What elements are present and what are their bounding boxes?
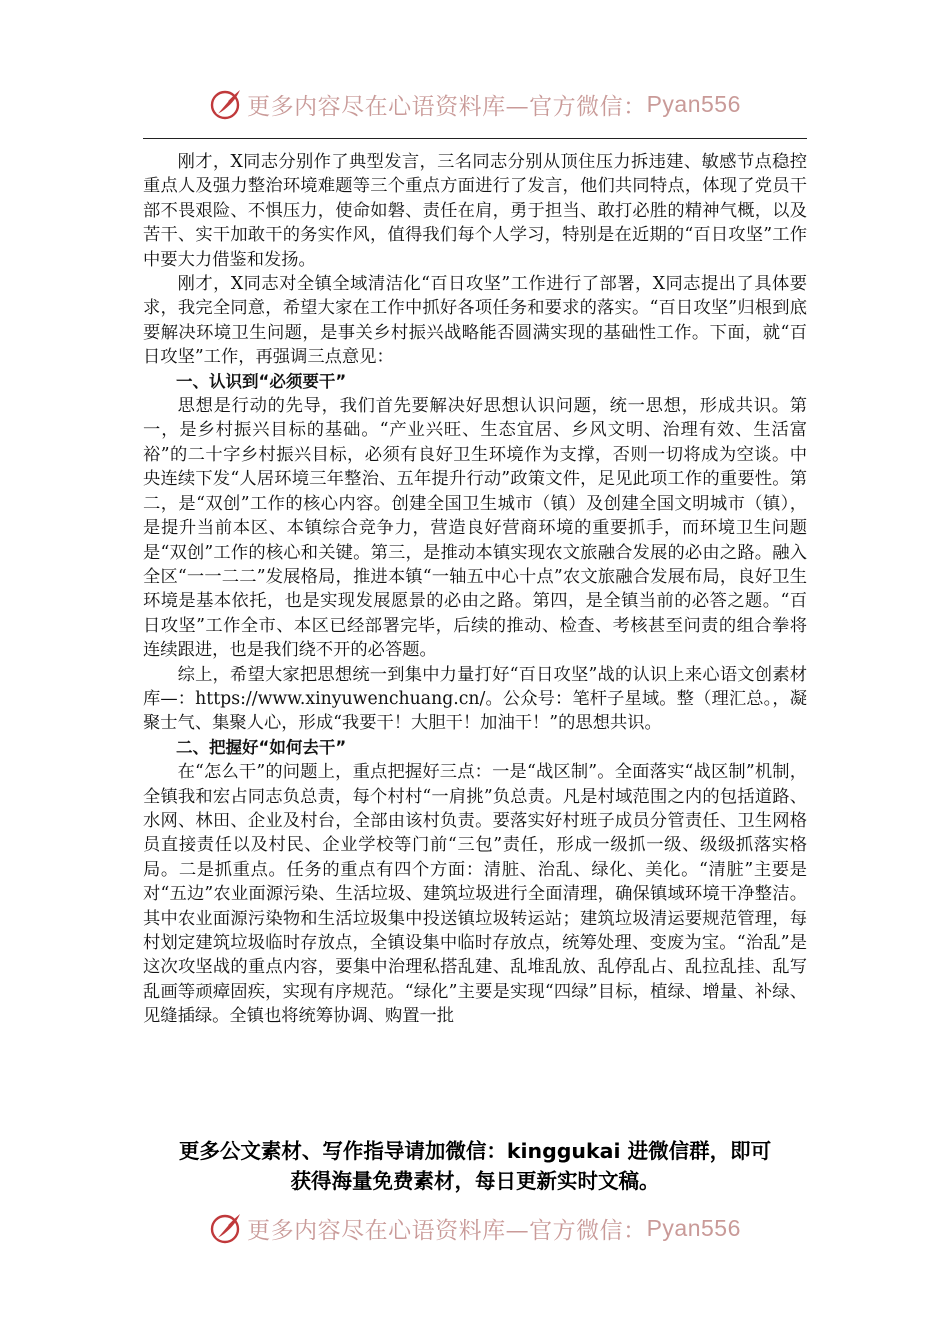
- promo-line: 获得海量免费素材，每日更新实时文稿。: [290, 1169, 660, 1193]
- document-body: [143, 150, 807, 1029]
- promo-banner: [143, 1136, 807, 1196]
- paragraph: 思想是行动的先导，我们首先要解决好思想认识问题，统一思想，形成共识。第一，是乡村振兴目标的基础。“产业兴旺、生态宜居、乡风文明、治理有效、生活富裕”的二十字乡村振兴目标，必须有良好卫生环境作为支撑，否则一切将成为空谈。中央连续下发“人居环境三年整治、五年提升行动”政策文件，足见此项工作的重要性。第二，是“双创”工作的核心内容。创建全国卫生城市（镇）及创建全国文明城市（镇），是提升当前本区、本镇综合竞争力，营造良好营商环境的重要抓手，而环境卫生问题是“双创”工作的核心和关键。第三，是推动本镇实现农文旅融合发展的必由之路。融入全区“一一二二”发展格局，推进本镇“一轴五中心十点”农文旅融合发展布局，良好卫生环境是基本依托，也是实现发展愿景的必由之路。第四，是全镇当前的必答之题。“百日攻坚”工作全市、本区已经部署完毕，后续的推动、检查、考核甚至问责的组合拳将连续跟进，也是我们绕不开的必答题。: [143, 396, 807, 661]
- header-divider: [143, 138, 807, 139]
- promo-line: 更多公文素材、写作指导请加微信：kinggukai 进微信群，即可: [178, 1139, 772, 1163]
- section-heading: 二、把握好“如何去干”: [176, 737, 347, 757]
- section-heading: 一、认识到“必须要干”: [176, 371, 347, 391]
- watermark-text: 更多内容尽在心语资料库—官方微信：: [247, 1217, 647, 1244]
- paragraph: 刚才，X同志对全镇全域清洁化“百日攻坚”工作进行了部署，X同志提出了具体要求，我完全同意，希望大家在工作中抓好各项任务和要求的落实。“百日攻坚”归根到底要解决环境卫生问题，是事关乡村振兴战略能否圆满实现的基础性工作。下面，就“百日攻坚”工作，再强调三点意见：: [143, 274, 807, 368]
- quill-logo-icon: [209, 87, 243, 121]
- watermark-wechat-id: Pyan556: [646, 90, 741, 117]
- paragraph: 在“怎么干”的问题上，重点把握好三点：一是“战区制”。全面落实“战区制”机制，全镇我和宏占同志负总责，每个村村“一肩挑”负总责。凡是村域范围之内的包括道路、水网、林田、企业及村台，全部由该村负责。要落实好村班子成员分管责任、卫生网格员直接责任以及村民、企业学校等门前“三包”责任，形成一级抓一级、级级抓落实格局。二是抓重点。任务的重点有四个方面：清脏、治乱、绿化、美化。“清脏”主要是对“五边”农业面源污染、生活垃圾、建筑垃圾进行全面清理，确保镇域环境干净整洁。其中农业面源污染物和生活垃圾集中投送镇垃圾转运站；建筑垃圾清运要规范管理，每村划定建筑垃圾临时存放点，全镇设集中临时存放点，统筹处理、变废为宝。“治乱”是这次攻坚战的重点内容，要集中治理私搭乱建、乱堆乱放、乱停乱占、乱拉乱挂、乱写乱画等顽瘴固疾，实现有序规范。“绿化”主要是实现“四绿”目标，植绿、增量、补绿、见缝插绿。全镇也将统筹协调、购置一批: [143, 762, 807, 1027]
- quill-logo-icon: [209, 1211, 243, 1245]
- paragraph: 综上，希望大家把思想统一到集中力量打好“百日攻坚”战的认识上来心语文创素材库—：https://www.xinyuwenchuang.cn/。公众号：笔杆子星域。整（理汇总。，凝聚士气、集聚人心，形成“我要干！大胆干！加油干！”的思想共识。: [143, 664, 807, 734]
- header-watermark: [0, 84, 950, 124]
- footer-watermark: [0, 1208, 950, 1248]
- watermark-wechat-id: Pyan556: [646, 1214, 741, 1241]
- watermark-text: 更多内容尽在心语资料库—官方微信：: [247, 93, 647, 120]
- paragraph: 刚才，X同志分别作了典型发言，三名同志分别从顶住压力拆违建、敏感节点稳控重点人及强力整治环境难题等三个重点方面进行了发言，他们共同特点，体现了党员干部不畏艰险、不惧压力，使命如磐、责任在肩，勇于担当、敢打必胜的精神气概，以及苦干、实干加敢干的务实作风，值得我们每个人学习，特别是在近期的“百日攻坚”工作中要大力借鉴和发扬。: [143, 152, 807, 270]
